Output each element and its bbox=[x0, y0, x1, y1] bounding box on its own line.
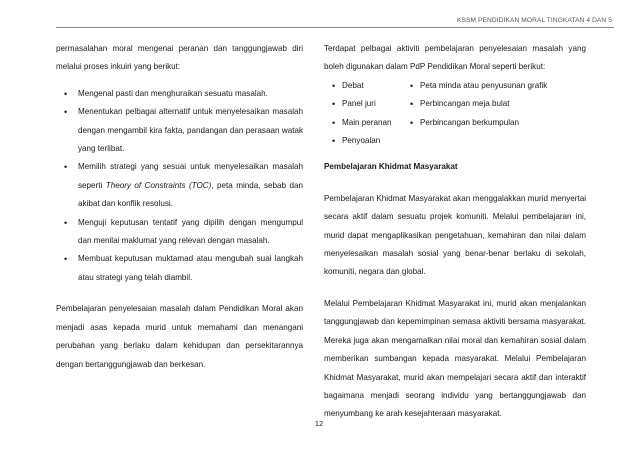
list-item: • Menentukan pelbagai alternatif untuk menyelesaikan masalah dengan mengambil kira fakta, pandangan dan perasaan watak yang terlibat. bbox=[56, 103, 303, 158]
community-service-paragraph-1: Pembelajaran Khidmat Masyarakat akan menggalakkan murid menyertai secara aktif dalam sesuatu projek komuniti. Melalui pembelajaran ini, murid dapat mengaplikasikan pengetahuan, kemahiran dan nilai dalam menyelesaikan masalah sosial yang benar-benar berlaku di sekolah, komuniti, negara dan global. bbox=[324, 193, 586, 277]
page-number: 12 bbox=[314, 419, 324, 428]
activities-list bbox=[324, 77, 586, 151]
list-item: • Panel juri bbox=[324, 95, 402, 113]
list-item-text: , peta minda, sebab dan akibat dan konflik resolusi. bbox=[78, 180, 303, 209]
list-item: • Perbincangan meja bulat bbox=[402, 95, 586, 113]
list-item: • Debat bbox=[324, 77, 402, 95]
toc-term: Theory of Constraints (TOC) bbox=[105, 180, 212, 190]
list-item: • Membuat keputusan muktamad atau mengubah suai langkah atau strategi yang telah diambil. bbox=[56, 250, 303, 287]
activities-list-b bbox=[402, 77, 586, 151]
list-item-text: Memilih strategi yang sesuai untuk menyelesaikan masalah seperti bbox=[78, 162, 303, 190]
left-intro-paragraph: permasalahan moral mengenai peranan dan tanggungjawab diri melalui proses inkuiri yang berikut: bbox=[56, 44, 303, 72]
section-heading: Pembelajaran Khidmat Masyarakat bbox=[324, 162, 458, 172]
list-item bbox=[56, 158, 303, 213]
list-item: • Mengenal pasti dan menghuraikan sesuatu masalah. bbox=[56, 85, 303, 103]
right-intro-paragraph: Terdapat pelbagai aktiviti pembelajaran penyelesaian masalah yang boleh digunakan dalam PdP Pendidikan Moral seperti berikut: bbox=[324, 44, 586, 72]
list-item: • Perbincangan berkumpulan bbox=[402, 114, 586, 132]
inquiry-steps-list bbox=[56, 85, 303, 287]
activities-list-a bbox=[324, 77, 402, 151]
list-item: • Menguji keputusan tentatif yang dipilih dengan mengumpul dan menilai maklumat yang relevan dengan masalah. bbox=[56, 214, 303, 251]
header-divider bbox=[56, 27, 614, 28]
left-closing-paragraph: Pembelajaran penyelesaian masalah dalam Pendidikan Moral akan menjadi asas kepada murid untuk memahami dan menangani perubahan yang berlaku dalam kehidupan dan persekitarannya dengan bertanggungjawab dan berkesan. bbox=[56, 304, 303, 369]
list-item: • Penyoalan bbox=[324, 132, 402, 150]
list-item: • Peta minda atau penyusunan grafik bbox=[402, 77, 586, 95]
running-header: KSSM PENDIDIKAN MORAL TINGKATAN 4 DAN 5 bbox=[457, 17, 612, 24]
right-column bbox=[324, 40, 586, 424]
left-column bbox=[56, 40, 303, 374]
list-item: • Main peranan bbox=[324, 114, 402, 132]
community-service-paragraph-2: Melalui Pembelajaran Khidmat Masyarakat ini, murid akan menjalankan tanggungjawab dan kepemimpinan semasa aktiviti bersama masyarakat. Mereka juga akan mengamalkan nilai moral dan kemahiran sosial dalam memberikan sumbangan kepada masyarakat. Melalui Pembelajaran Khidmat Masyarakat, murid akan mempelajari secara aktif dan interaktif bagaimana menjadi seorang individu yang bertanggungjawab dan menyumbang ke arah kesejahteraan masyarakat. bbox=[324, 298, 586, 419]
